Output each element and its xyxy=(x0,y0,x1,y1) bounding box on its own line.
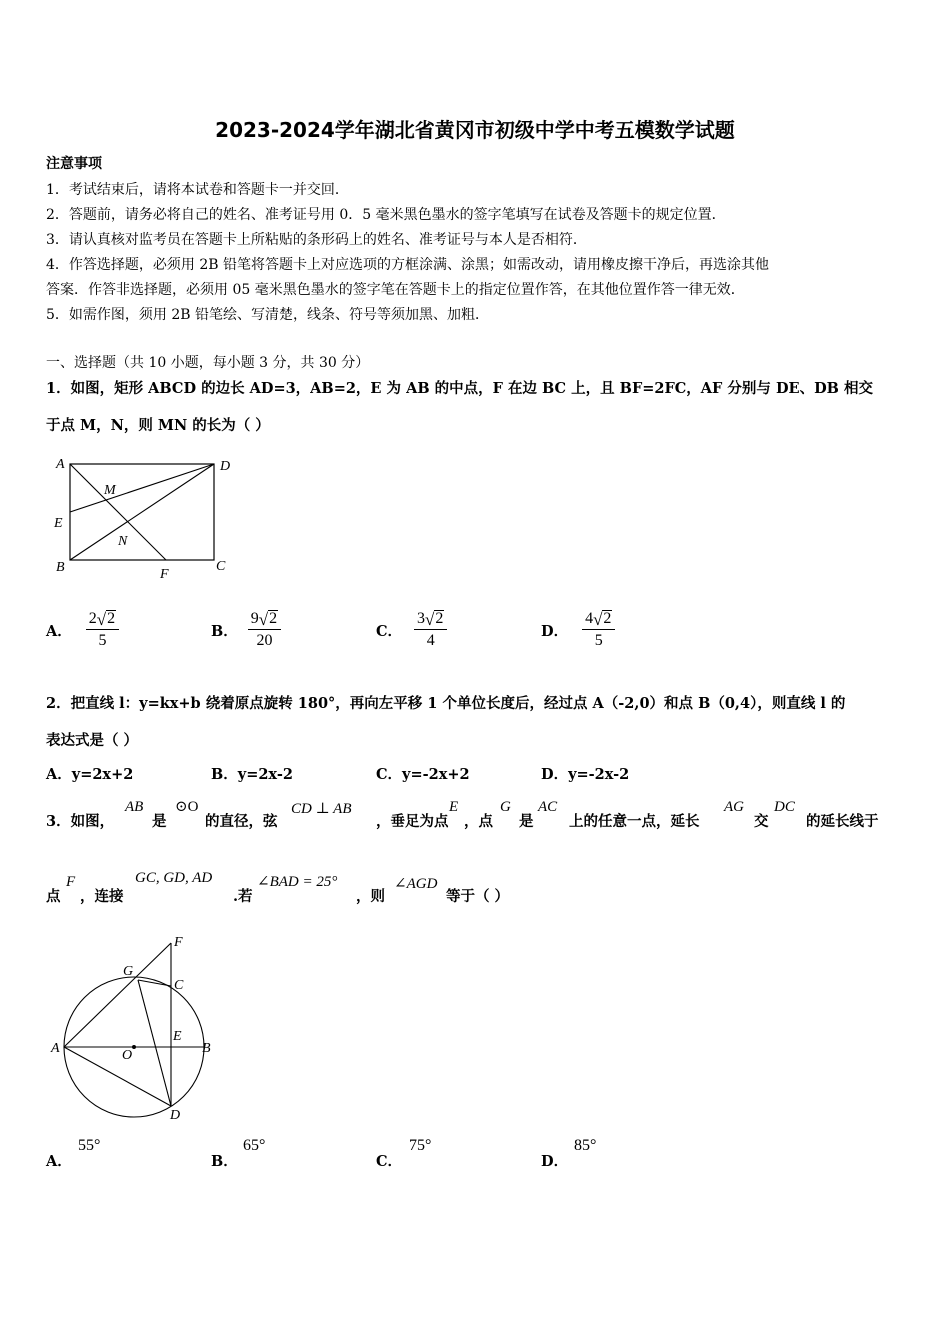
denominator: 5 xyxy=(594,632,603,649)
q1-text-line2: 于点 M，N，则 MN 的长为（ ） xyxy=(46,417,270,434)
notes-line: 3．请认真核对监考员在答题卡上所粘贴的条形码上的姓名、准考证号与本人是否相符． xyxy=(46,232,587,248)
q3-math-dc: DC xyxy=(774,799,795,815)
q3-text-part: 3．如图， xyxy=(46,813,115,830)
option-text: y=2x-2 xyxy=(237,766,293,783)
q3-text-part: 上的任意一点，延长 xyxy=(569,813,700,830)
q3-math-angle-bad: ∠BAD = 25° xyxy=(257,874,338,890)
q2-option-b[interactable] xyxy=(211,763,293,784)
q3-option-b-value: 65° xyxy=(243,1137,266,1154)
fraction: 9 √ 2 20 xyxy=(248,610,281,650)
q3-text-part: 是 xyxy=(519,813,534,830)
q3-text-part: 等于（ ） xyxy=(446,888,510,905)
radicand: 2 xyxy=(435,610,444,628)
q3-text-part: 点 xyxy=(46,888,61,905)
q1-option-c[interactable] xyxy=(376,610,447,650)
notes-line: 2．答题前，请务必将自己的姓名、准考证号用 0．5 毫米黑色墨水的签字笔填写在试卷及答题卡的规定位置． xyxy=(46,207,726,223)
q3-text-part: ，连接 xyxy=(80,888,124,905)
denominator: 5 xyxy=(98,632,107,649)
q2-text-line1: 2．把直线 l：y=kx+b 绕着原点旋转 180°，再向左平移 1 个单位长度后，经过点 A（-2,0）和点 B（0,4），则直线 l 的 xyxy=(46,695,846,712)
q3-math-cd: CD ⊥ AB xyxy=(291,801,352,817)
option-label: A． xyxy=(46,1153,72,1170)
label-a: A xyxy=(56,457,65,472)
center-point xyxy=(132,1045,136,1049)
q2-option-a[interactable] xyxy=(46,763,133,784)
q3-math-ac: AC xyxy=(538,799,558,815)
radicand: 2 xyxy=(603,610,612,628)
q3-circle-figure xyxy=(46,930,226,1125)
segment-af xyxy=(64,943,171,1047)
label-o: O xyxy=(122,1048,133,1063)
option-label: A． xyxy=(46,622,72,640)
label-n: N xyxy=(118,534,128,549)
q3-option-c-value: 75° xyxy=(409,1137,432,1154)
page-title: 2023-2024学年湖北省黄冈市初级中学中考五模数学试题 xyxy=(215,118,735,142)
coefficient: 9 xyxy=(250,610,259,627)
fraction: 2 √ 2 5 xyxy=(86,610,119,650)
q2-option-d[interactable] xyxy=(541,763,629,784)
option-text: y=2x+2 xyxy=(71,766,134,783)
fraction: 4 √ 2 5 xyxy=(582,610,615,650)
q3-text-part: ，则 xyxy=(356,888,385,905)
q3-option-c[interactable] xyxy=(376,1150,402,1171)
segment-ed xyxy=(70,464,214,512)
q3-text-part: ，垂足为点 xyxy=(376,813,449,830)
notes-line: 4．作答选择题，必须用 2B 铅笔将答题卡上对应选项的方框涂满、涂黑；如需改动，请用橡皮擦干净后，再选涂其他 xyxy=(46,257,769,273)
coefficient: 3 xyxy=(417,610,426,627)
q3-text-part: 的延长线于 xyxy=(806,813,879,830)
segment-bd xyxy=(70,464,214,560)
q1-option-a[interactable] xyxy=(46,610,119,650)
notes-line: 5．如需作图，须用 2B 铅笔绘、写清楚，线条、符号等须加黑、加粗． xyxy=(46,307,490,323)
denominator: 4 xyxy=(426,632,435,649)
q3-text-part: 是 xyxy=(152,813,167,830)
option-label: A． xyxy=(46,766,72,783)
option-label: C． xyxy=(376,622,403,640)
segment-gd xyxy=(138,980,171,1106)
label-b: B xyxy=(202,1041,211,1056)
fraction: 3 √ 2 4 xyxy=(414,610,447,650)
q3-math-g: G xyxy=(500,799,511,815)
notes-line: 1．考试结束后，请将本试卷和答题卡一并交回． xyxy=(46,182,349,198)
label-a: A xyxy=(51,1041,60,1056)
radicand: 2 xyxy=(107,610,116,628)
q1-option-b[interactable] xyxy=(211,610,281,650)
label-d: D xyxy=(170,1108,181,1123)
q1-option-d[interactable] xyxy=(541,610,615,650)
radicand: 2 xyxy=(269,610,278,628)
label-f: F xyxy=(174,935,183,950)
segment-ad xyxy=(64,1047,171,1106)
option-label: C． xyxy=(376,766,403,783)
option-label: D． xyxy=(541,766,569,783)
option-label: B． xyxy=(211,622,238,640)
option-label: D． xyxy=(541,1153,569,1170)
option-label: C． xyxy=(376,1153,403,1170)
notes-heading: 注意事项 xyxy=(46,156,102,172)
label-c: C xyxy=(174,978,184,993)
label-e: E xyxy=(54,516,63,531)
q3-text-part: ，点 xyxy=(464,813,493,830)
coefficient: 2 xyxy=(88,610,97,627)
label-e: E xyxy=(173,1029,182,1044)
q3-math-ab: AB xyxy=(125,799,144,815)
q3-option-a-value: 55° xyxy=(78,1137,101,1154)
notes-line: 答案．作答非选择题，必须用 05 毫米黑色墨水的签字笔在答题卡上的指定位置作答，在其他位置作答一律无效． xyxy=(46,282,745,298)
q3-option-d[interactable] xyxy=(541,1150,568,1171)
q3-math-angle-agd: ∠AGD xyxy=(394,876,438,892)
q2-option-c[interactable] xyxy=(376,763,470,784)
q1-rectangle-figure xyxy=(48,450,248,585)
option-label: D． xyxy=(541,622,569,640)
q3-option-b[interactable] xyxy=(211,1150,238,1171)
coefficient: 4 xyxy=(585,610,594,627)
label-g: G xyxy=(123,964,134,979)
q1-text-line1: 1．如图，矩形 ABCD 的边长 AD=3，AB=2，E 为 AB 的中点，F 在边 BC 上，且 BF=2FC，AF 分别与 DE、DB 相交 xyxy=(46,380,873,397)
denominator: 20 xyxy=(256,632,273,649)
option-text: y=-2x+2 xyxy=(402,766,470,783)
q3-math-ag: AG xyxy=(724,799,744,815)
option-label: B． xyxy=(211,1153,238,1170)
q3-option-d-value: 85° xyxy=(574,1137,597,1154)
q3-text-part: 交 xyxy=(754,813,769,830)
label-c: C xyxy=(216,559,226,574)
q3-math-lines: GC, GD, AD xyxy=(135,870,213,886)
option-text: y=-2x-2 xyxy=(568,766,630,783)
segment-gc xyxy=(138,980,171,986)
q3-text-part: .若 xyxy=(233,888,253,905)
label-b: B xyxy=(56,560,65,575)
label-f: F xyxy=(160,567,169,582)
option-label: B． xyxy=(211,766,238,783)
label-m: M xyxy=(104,483,116,498)
section-heading: 一、选择题（共 10 小题，每小题 3 分，共 30 分） xyxy=(46,355,370,371)
label-d: D xyxy=(220,459,231,474)
q3-math-f: F xyxy=(66,874,76,890)
q3-math-circle: ⊙O xyxy=(175,799,199,815)
q3-text-part: 的直径，弦 xyxy=(205,813,278,830)
q3-option-a[interactable] xyxy=(46,1150,72,1171)
q3-math-e: E xyxy=(449,799,459,815)
q2-text-line2: 表达式是（ ） xyxy=(46,732,139,749)
